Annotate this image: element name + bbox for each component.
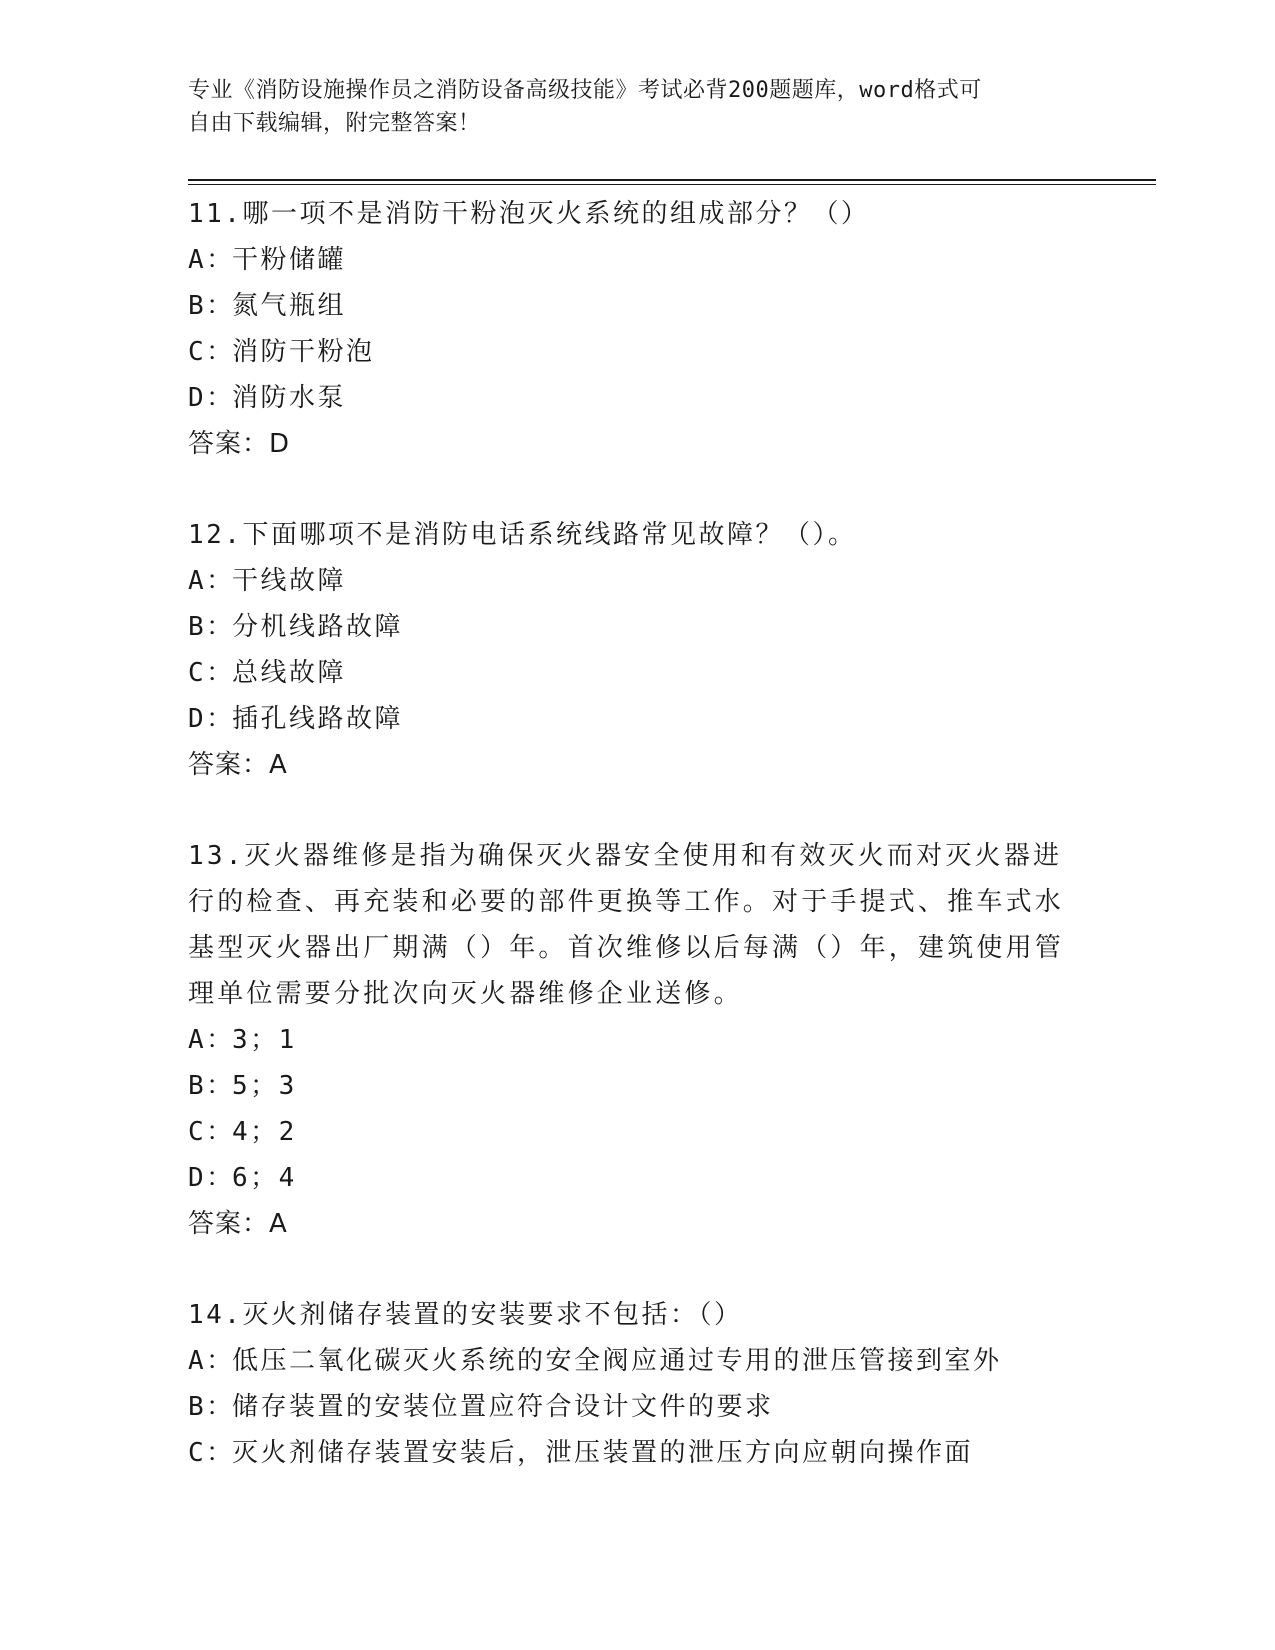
option-d xyxy=(188,1155,1088,1201)
question-stem: 11.哪一项不是消防干粉泡灭火系统的组成部分？（） xyxy=(188,199,870,229)
option-letter: D： xyxy=(188,1163,235,1193)
option-letter: A： xyxy=(188,566,235,596)
option-letter: C： xyxy=(188,1438,235,1468)
option-a xyxy=(188,1017,1088,1063)
option-letter: C： xyxy=(188,1117,235,1147)
question-stem: 12.下面哪项不是消防电话系统线路常见故障？（）。 xyxy=(188,520,857,550)
option-text: 插孔线路故障 xyxy=(232,704,404,734)
option-c xyxy=(188,650,1088,696)
answer-line: 答案：A xyxy=(188,1209,288,1239)
option-d xyxy=(188,696,1088,742)
option-text: 5；3 xyxy=(232,1071,297,1101)
option-letter: A： xyxy=(188,245,235,275)
option-c xyxy=(188,1109,1088,1155)
question-stem: 13.灭火器维修是指为确保灭火器安全使用和有效灭火而对灭火器进行的检查、再充装和必要的部件更换等工作。对于手提式、推车式水基型灭火器出厂期满（）年。首次维修以后每满（）年，建筑使用管理单位需要分批次向灭火器维修企业送修。 xyxy=(188,841,1065,1009)
option-b xyxy=(188,604,1088,650)
question-11 xyxy=(188,191,1088,467)
option-letter: C： xyxy=(188,658,235,688)
option-a xyxy=(188,558,1088,604)
option-letter: D： xyxy=(188,704,235,734)
question-14 xyxy=(188,1292,1088,1476)
option-letter: C： xyxy=(188,337,235,367)
option-b xyxy=(188,1384,1088,1430)
option-c xyxy=(188,329,1088,375)
option-a xyxy=(188,237,1088,283)
option-letter: B： xyxy=(188,1071,235,1101)
question-13 xyxy=(188,833,1088,1247)
option-letter: A： xyxy=(188,1025,235,1055)
option-text: 6；4 xyxy=(232,1163,297,1193)
option-text: 3；1 xyxy=(232,1025,297,1055)
question-list xyxy=(188,191,1088,1521)
option-text: 储存装置的安装位置应符合设计文件的要求 xyxy=(232,1392,774,1422)
option-text: 消防水泵 xyxy=(232,383,347,413)
option-c xyxy=(188,1430,1088,1476)
option-letter: B： xyxy=(188,612,235,642)
option-letter: B： xyxy=(188,1392,235,1422)
option-letter: D： xyxy=(188,383,235,413)
answer-line: 答案：D xyxy=(188,429,291,459)
option-text: 消防干粉泡 xyxy=(232,337,375,367)
option-b xyxy=(188,283,1088,329)
option-letter: A： xyxy=(188,1346,235,1376)
header-divider-thick xyxy=(188,179,1156,181)
option-b xyxy=(188,1063,1088,1109)
option-text: 干粉储罐 xyxy=(232,245,347,275)
option-letter: B： xyxy=(188,291,235,321)
question-stem: 14.灭火剂储存装置的安装要求不包括：（） xyxy=(188,1300,743,1330)
option-text: 干线故障 xyxy=(232,566,347,596)
page-header xyxy=(188,74,1068,140)
option-text: 灭火剂储存装置安装后，泄压装置的泄压方向应朝向操作面 xyxy=(232,1438,974,1468)
option-a xyxy=(188,1338,1088,1384)
option-d xyxy=(188,375,1088,421)
option-text: 分机线路故障 xyxy=(232,612,404,642)
option-text: 氮气瓶组 xyxy=(232,291,347,321)
header-divider-thin xyxy=(188,184,1156,185)
option-text: 总线故障 xyxy=(232,658,347,688)
answer-line: 答案：A xyxy=(188,750,288,780)
option-text: 低压二氧化碳灭火系统的安全阀应通过专用的泄压管接到室外 xyxy=(232,1346,1002,1376)
question-12 xyxy=(188,512,1088,788)
option-text: 4；2 xyxy=(232,1117,297,1147)
header-line-2: 自由下载编辑，附完整答案！ xyxy=(188,111,481,136)
header-line-1: 专业《消防设施操作员之消防设备高级技能》考试必背200题题库，word格式可 xyxy=(188,78,982,103)
